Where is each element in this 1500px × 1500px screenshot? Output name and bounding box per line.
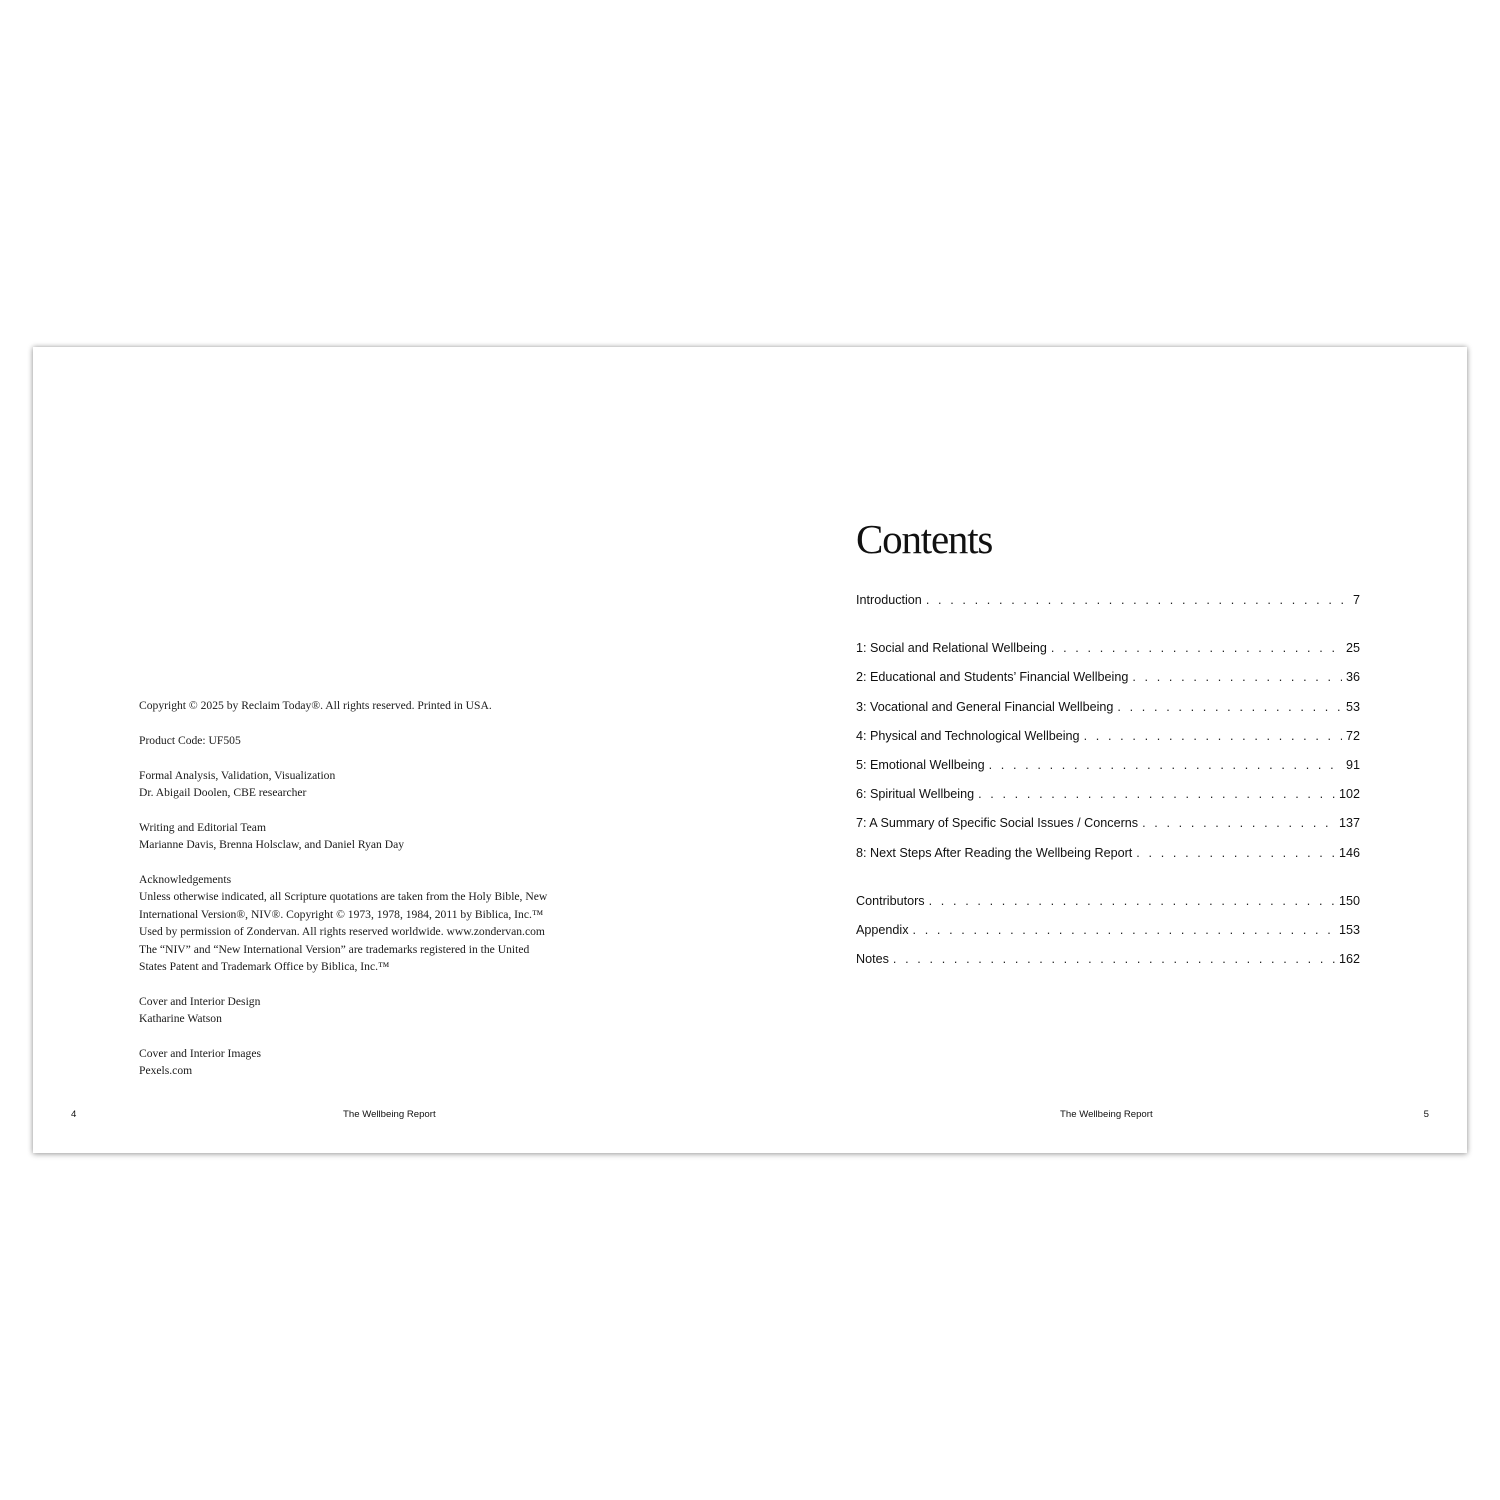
toc-entry [856, 593, 1360, 622]
toc-entry-label: 7: A Summary of Specific Social Issues / Concerns [856, 816, 1139, 831]
right-running-title: The Wellbeing Report [1060, 1109, 1153, 1120]
dot-leader [913, 923, 1335, 937]
dot-leader [926, 593, 1346, 607]
toc-entry-page: 137 [1338, 816, 1360, 831]
copyright-paragraph [139, 993, 599, 1028]
toc-entry [856, 846, 1360, 875]
toc-entry-label: Notes [856, 952, 889, 967]
toc-entry-page: 150 [1338, 893, 1360, 908]
toc-entry-label: 3: Vocational and General Financial Wellbeing [856, 699, 1114, 714]
copyright-line: Acknowledgements [139, 873, 232, 886]
copyright-paragraph [139, 767, 599, 802]
dot-leader [1132, 670, 1342, 684]
toc-entry-page: 53 [1345, 699, 1360, 714]
right-page [750, 347, 1467, 1153]
copyright-line: Marianne Davis, Brenna Holsclaw, and Daniel Ryan Day [139, 838, 405, 852]
left-page-number: 4 [71, 1109, 77, 1120]
toc-entry-label: 5: Emotional Wellbeing [856, 757, 985, 772]
right-page-number: 5 [1423, 1109, 1429, 1120]
toc-entry-label: 6: Spiritual Wellbeing [856, 787, 975, 802]
copyright-line: Used by permission of Zondervan. All rights reserved worldwide. www.zondervan.com [139, 925, 545, 939]
toc-entry-page: 162 [1338, 952, 1360, 967]
toc-entry-label: Contributors [856, 893, 925, 908]
dot-leader [978, 787, 1335, 801]
copyright-line: Cover and Interior Design [139, 994, 261, 1008]
toc-entry [856, 816, 1360, 845]
copyright-line: Formal Analysis, Validation, Visualization [139, 768, 336, 782]
toc-entry [856, 923, 1360, 952]
table-of-contents [856, 593, 1360, 981]
copyright-line: The “NIV” and “New International Version” are trademarks registered in the United [139, 942, 530, 956]
toc-entry [856, 641, 1360, 670]
toc-entry-label: 1: Social and Relational Wellbeing [856, 641, 1047, 656]
copyright-line: Pexels.com [139, 1064, 193, 1078]
copyright-line: Product Code: UF505 [139, 733, 241, 747]
copyright-line: Dr. Abigail Doolen, CBE researcher [139, 786, 307, 799]
contents-title: Contents [856, 516, 993, 562]
copyright-block [139, 697, 599, 1097]
dot-leader [1136, 846, 1335, 860]
copyright-paragraph [139, 697, 599, 714]
toc-entry-page: 36 [1345, 670, 1360, 685]
copyright-line: Unless otherwise indicated, all Scripture quotations are taken from the Holy Bible, New [139, 890, 548, 904]
toc-entry-page: 146 [1338, 845, 1360, 860]
toc-entry-label: 2: Educational and Students’ Financial Wellbeing [856, 670, 1129, 685]
toc-entry-label: Introduction [856, 593, 922, 607]
left-page [33, 347, 750, 1153]
toc-entry-label: Appendix [856, 922, 909, 937]
toc-entry-page: 91 [1345, 757, 1360, 772]
toc-entry-page: 25 [1345, 641, 1360, 656]
copyright-line: Katharine Watson [139, 1012, 222, 1026]
dot-leader [1142, 816, 1335, 830]
copyright-line: Cover and Interior Images [139, 1047, 262, 1061]
toc-entry-label: 4: Physical and Technological Wellbeing [856, 728, 1080, 743]
toc-entry [856, 700, 1360, 729]
dot-leader [929, 894, 1335, 908]
dot-leader [1117, 700, 1342, 714]
dot-leader [893, 952, 1335, 966]
dot-leader [1084, 729, 1342, 743]
copyright-line: Writing and Editorial Team [139, 820, 266, 834]
dot-leader [1051, 641, 1342, 655]
toc-group [856, 593, 1360, 622]
toc-group [856, 894, 1360, 982]
toc-entry [856, 787, 1360, 816]
toc-entry-page: 153 [1338, 922, 1360, 937]
toc-entry-page: 7 [1352, 593, 1360, 607]
toc-entry [856, 952, 1360, 981]
copyright-paragraph [139, 871, 599, 975]
copyright-line: International Version®, NIV®. Copyright © 1973, 1978, 1984, 2011 by Biblica, Inc.™ [139, 907, 544, 921]
copyright-paragraph [139, 819, 599, 854]
copyright-line: States Patent and Trademark Office by Biblica, Inc.™ [139, 960, 390, 974]
toc-entry [856, 758, 1360, 787]
book-spread [33, 347, 1467, 1153]
left-running-title: The Wellbeing Report [343, 1109, 436, 1120]
copyright-line: Copyright © 2025 by Reclaim Today®. All rights reserved. Printed in USA. [139, 699, 492, 712]
toc-entry-label: 8: Next Steps After Reading the Wellbeing Report [856, 845, 1133, 860]
dot-leader [989, 758, 1342, 772]
toc-entry-page: 102 [1338, 787, 1360, 802]
toc-entry [856, 670, 1360, 699]
toc-entry [856, 729, 1360, 758]
toc-entry-page: 72 [1345, 728, 1360, 743]
copyright-paragraph [139, 732, 599, 749]
toc-entry [856, 894, 1360, 923]
toc-group [856, 641, 1360, 875]
copyright-paragraph [139, 1045, 599, 1080]
